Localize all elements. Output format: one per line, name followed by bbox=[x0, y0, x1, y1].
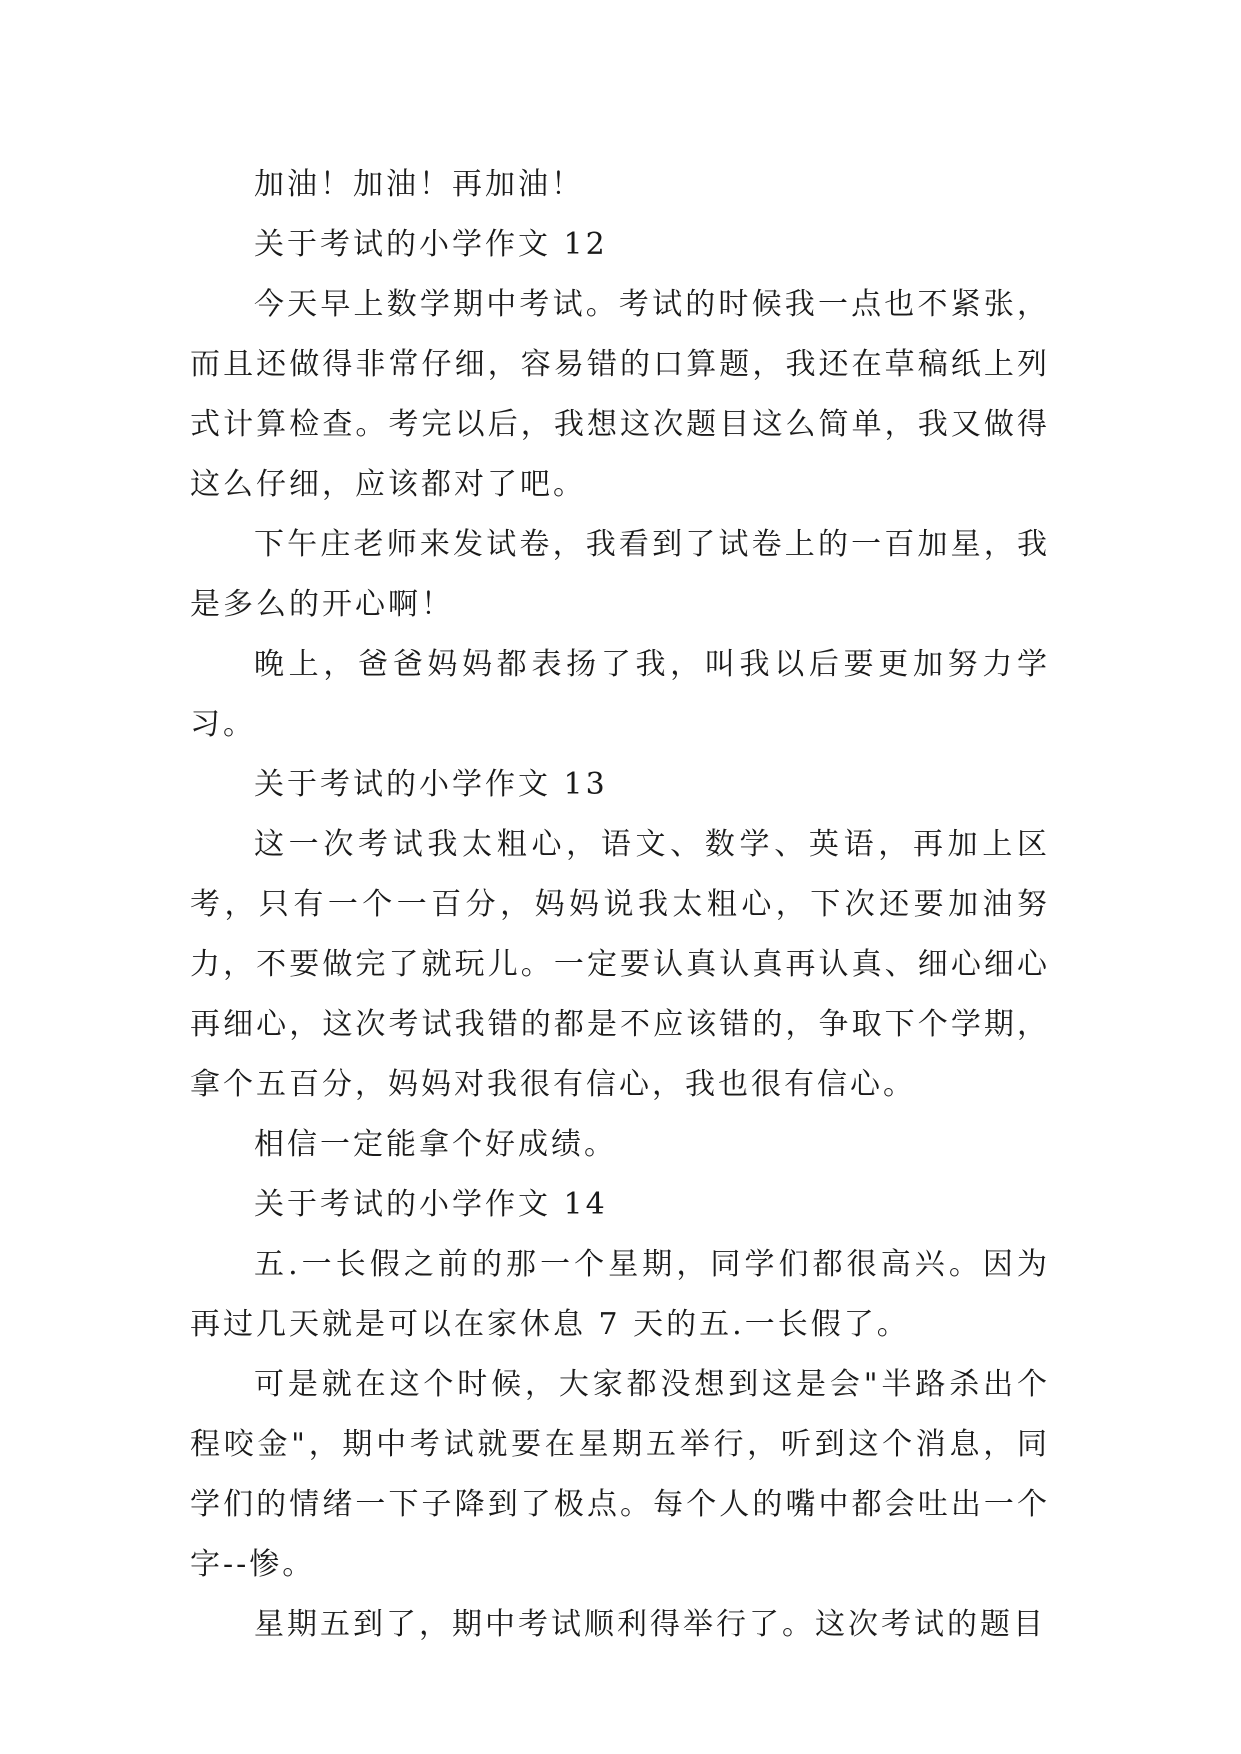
document-body bbox=[190, 155, 1050, 1655]
paragraph-test-paper: 下午庄老师来发试卷，我看到了试卷上的一百加星，我是多么的开心啊！ bbox=[190, 527, 1050, 622]
essay-heading-14: 关于考试的小学作文 14 bbox=[254, 1187, 608, 1222]
paragraph-cheer: 加油！加油！再加油！ bbox=[254, 167, 584, 202]
paragraph-confidence: 相信一定能拿个好成绩。 bbox=[254, 1127, 617, 1162]
paragraph-midterm-news: 可是就在这个时候，大家都没想到这是会"半路杀出个程咬金"，期中考试就要在星期五举行，听到这个消息，同学们的情绪一下子降到了极点。每个人的嘴中都会吐出一个字--惨。 bbox=[190, 1367, 1050, 1582]
paragraph-careless: 这一次考试我太粗心，语文、数学、英语，再加上区考，只有一个一百分，妈妈说我太粗心，下次还要加油努力，不要做完了就玩儿。一定要认真认真再认真、细心细心再细心，这次考试我错的都是不应该错的，争取下个学期，拿个五百分，妈妈对我很有信心，我也很有信心。 bbox=[190, 827, 1050, 1102]
paragraph-math-exam: 今天早上数学期中考试。考试的时候我一点也不紧张，而且还做得非常仔细，容易错的口算题，我还在草稿纸上列式计算检查。考完以后，我想这次题目这么简单，我又做得这么仔细，应该都对了吧。 bbox=[190, 287, 1050, 502]
paragraph-holiday: 五.一长假之前的那一个星期，同学们都很高兴。因为再过几天就是可以在家休息 7 天的五.一长假了。 bbox=[190, 1247, 1050, 1342]
paragraph-friday-exam: 星期五到了，期中考试顺利得举行了。这次考试的题目 bbox=[254, 1607, 1046, 1642]
paragraph-parents-praise: 晚上，爸爸妈妈都表扬了我，叫我以后要更加努力学习。 bbox=[190, 647, 1050, 742]
essay-heading-13: 关于考试的小学作文 13 bbox=[254, 767, 608, 802]
essay-heading-12: 关于考试的小学作文 12 bbox=[254, 227, 608, 262]
